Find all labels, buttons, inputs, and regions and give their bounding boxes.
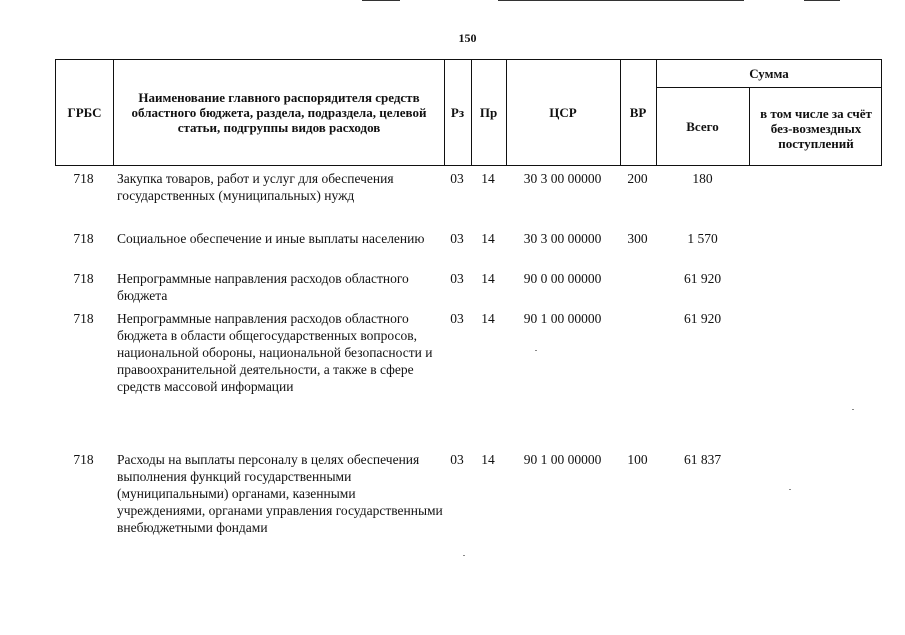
header-free-receipts: в том числе за счёт без-возмездных поступлений bbox=[760, 106, 872, 151]
cell-csr: 30 3 00 00000 bbox=[523, 171, 602, 186]
page-number: 150 bbox=[458, 31, 477, 45]
cell-name: Социальное обеспечение и иные выплаты населению bbox=[117, 231, 425, 246]
cell-pr: 14 bbox=[481, 311, 495, 326]
cell-grbs: 718 bbox=[73, 311, 94, 326]
scan-speck bbox=[852, 409, 854, 410]
header-vr: ВР bbox=[629, 105, 647, 120]
scan-speck bbox=[535, 350, 537, 351]
scan-speck bbox=[463, 555, 465, 556]
cell-csr: 90 0 00 00000 bbox=[523, 271, 602, 286]
cell-name: Расходы на выплаты персоналу в целях обеспечения выполнения функций государственными (муниципальными) органами, казенными учреждениями, органами управления государственными внебюджетными фондами bbox=[117, 452, 443, 535]
cell-vr: 100 bbox=[627, 452, 648, 467]
cell-csr: 90 1 00 00000 bbox=[523, 452, 602, 467]
cell-vr: 200 bbox=[627, 171, 648, 186]
scan-edge-line bbox=[498, 0, 744, 1]
header-pr: Пр bbox=[479, 105, 498, 120]
header-rz: Рз bbox=[450, 105, 465, 120]
scan-speck bbox=[789, 489, 791, 490]
cell-name: Непрограммные направления расходов областного бюджета в области общегосударственных вопросов, национальной обороны, национальной безопасности и правоохранительной деятельности, а также в сфере средств массовой информации bbox=[117, 311, 433, 394]
cell-pr: 14 bbox=[481, 452, 495, 467]
cell-total: 61 837 bbox=[683, 452, 722, 467]
cell-pr: 14 bbox=[481, 271, 495, 286]
cell-total: 1 570 bbox=[687, 231, 718, 246]
header-csr: ЦСР bbox=[549, 105, 577, 120]
cell-rz: 03 bbox=[450, 311, 464, 326]
table-header bbox=[55, 59, 882, 166]
header-total: Всего bbox=[686, 119, 719, 134]
cell-rz: 03 bbox=[450, 171, 464, 186]
cell-rz: 03 bbox=[450, 231, 464, 246]
header-name: Наименование главного распорядителя средств областного бюджета, раздела, подраздела, целевой статьи, подгруппы видов расходов bbox=[131, 90, 427, 135]
cell-rz: 03 bbox=[450, 271, 464, 286]
header-grbs: ГРБС bbox=[67, 105, 102, 120]
cell-grbs: 718 bbox=[73, 171, 94, 186]
column-divider bbox=[749, 88, 750, 165]
cell-grbs: 718 bbox=[73, 231, 94, 246]
scan-edge-line bbox=[804, 0, 840, 1]
cell-total: 180 bbox=[692, 171, 713, 186]
cell-grbs: 718 bbox=[73, 452, 94, 467]
cell-name: Закупка товаров, работ и услуг для обеспечения государственных (муниципальных) нужд bbox=[117, 171, 394, 203]
scan-edge-line bbox=[362, 0, 400, 1]
cell-rz: 03 bbox=[450, 452, 464, 467]
cell-total: 61 920 bbox=[683, 311, 722, 326]
cell-pr: 14 bbox=[481, 171, 495, 186]
column-divider bbox=[113, 60, 114, 165]
cell-vr: 300 bbox=[627, 231, 648, 246]
cell-name: Непрограммные направления расходов областного бюджета bbox=[117, 271, 409, 303]
cell-csr: 30 3 00 00000 bbox=[523, 231, 602, 246]
cell-csr: 90 1 00 00000 bbox=[523, 311, 602, 326]
cell-total: 61 920 bbox=[683, 271, 722, 286]
cell-pr: 14 bbox=[481, 231, 495, 246]
header-sum: Сумма bbox=[749, 66, 789, 81]
cell-grbs: 718 bbox=[73, 271, 94, 286]
